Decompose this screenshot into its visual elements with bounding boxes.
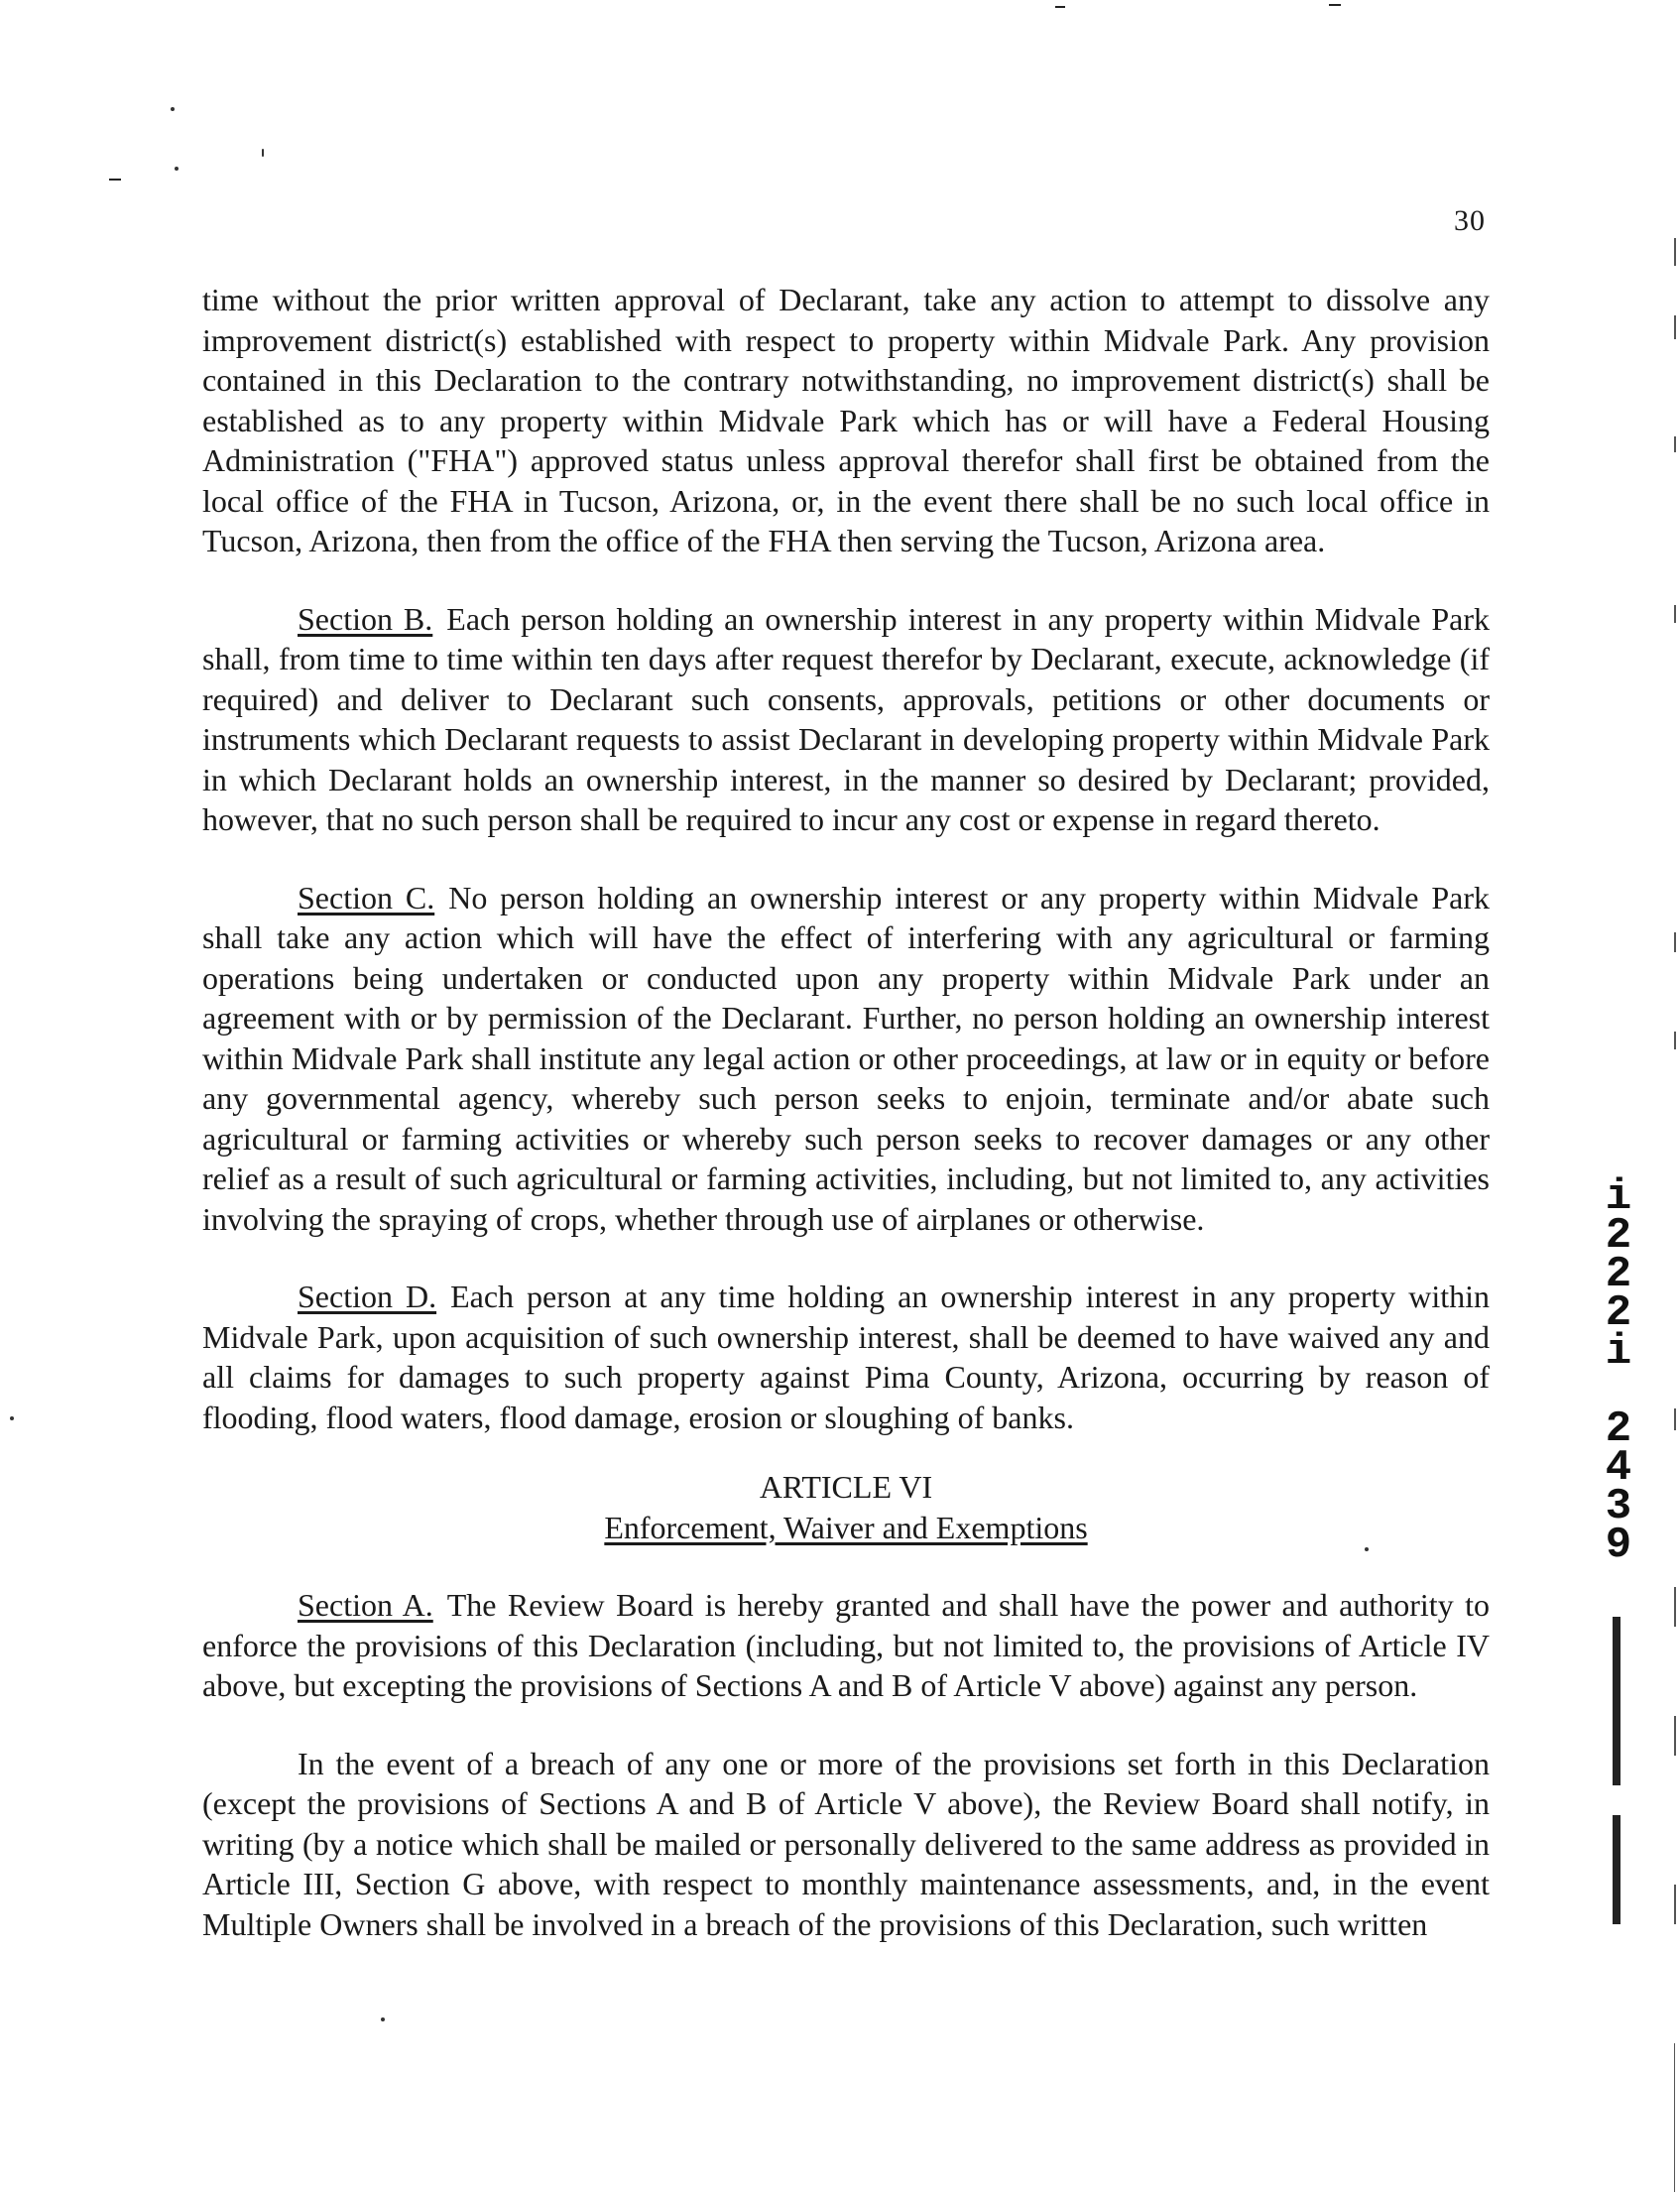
section-b-text: Each person holding an ownership interest in any property within Midvale Park shall, from time to time within ten days after request therefor by Declarant, execute, acknowledge (if required) and deliver to Declarant such consents, approvals, petitions or other documents or instruments which Declarant requests to assist Declarant in developing property within Midvale Park in which Declarant holds an ownership interest, in the manner so desired by Declarant; provided, however, that no such person shall be required to incur any cost or expense in regard thereto. — [202, 600, 1491, 837]
scan-speck — [381, 2017, 385, 2021]
article-section-a-label: Section A. — [298, 1587, 433, 1623]
article-title: ARTICLE VI — [759, 1469, 933, 1505]
article-section-a-text: The Review Board is hereby granted and shall have the power and authority to enforce the provisions of this Declaration (including, but not limited to, the provisions of Article IV above, but excepting the provisions of Sections A and B of Article V above) against any person. — [202, 1587, 1491, 1703]
scan-speck — [171, 107, 175, 111]
scan-speck — [262, 149, 264, 157]
page-number: 30 — [1454, 204, 1486, 237]
article-section-a-paragraph — [202, 1585, 1490, 1706]
scan-edge-mark — [1674, 932, 1676, 952]
section-c-text: No person holding an ownership interest or any property within Midvale Park shall take any action which will have the effect of interfering with any agricultural or farming operations being undertaken or conducted upon any property within Midvale Park under an agreement with or by permission of the Declarant. Further, no person holding an ownership interest within Midvale Park shall institute any legal action or other proceedings, at law or in equity or before any governmental agency, whereby such person seeks to enjoin, terminate and/or abate such agricultural or farming activities or whereby such person seeks to recover damages or any other relief as a result of such agricultural or farming activities, including, but not limited to, any activities involving the spraying of crops, whether through use of airplanes or otherwise. — [202, 879, 1491, 1237]
article-subtitle: Enforcement, Waiver and Exemptions — [604, 1509, 1088, 1545]
scan-edge-mark — [1674, 1885, 1676, 1924]
breach-paragraph: In the event of a breach of any one or more of the provisions set forth in this Declaration (except the provisions of Sections A and B of Article V above), the Review Board shall notify, in writing (by a notice which shall be mailed or personally delivered to the same address as provided in Article III, Section G above, with respect to monthly maintenance assessments, and, in the event Multiple Owners shall be involved in a breach of the provisions of this Declaration, such written — [202, 1745, 1490, 1942]
stamp-bar-mark — [1613, 1617, 1620, 1785]
scan-edge-mark — [1674, 1587, 1676, 1627]
scan-edge-mark — [1674, 1716, 1676, 1756]
scan-edge-mark — [1674, 2043, 1675, 2192]
section-c-label: Section C. — [298, 879, 435, 915]
scan-dash — [1055, 6, 1065, 8]
section-b-paragraph — [202, 599, 1490, 840]
section-c-paragraph — [202, 878, 1490, 1240]
paragraph-continuation: time without the prior written approval of Declarant, take any action to attempt to dissolve any improvement district(s) established with respect to property within Midvale Park. Any provision contained in this Declaration to the contrary notwithstanding, no improvement district(s) shall be established as to any property within Midvale Park which has or will have a Federal Housing Administration ("FHA") approved status unless approval therefor shall first be obtained from the local office of the FHA in Tucson, Arizona, or, in the event there shall be no such local office in Tucson, Arizona, then from the office of the FHA then serving the Tucson, Arizona area. — [202, 282, 1490, 558]
scan-edge-mark — [1674, 605, 1676, 623]
section-b-label: Section B. — [298, 600, 433, 637]
scan-edge-mark — [1674, 315, 1676, 339]
section-d-paragraph — [202, 1277, 1490, 1437]
scan-edge-mark — [1674, 1408, 1676, 1430]
scan-speck — [1365, 1547, 1369, 1551]
scan-speck — [10, 1416, 14, 1420]
recording-stamp: i 2 2 2 i 2 4 3 9 — [1605, 1172, 1632, 1570]
scan-dash — [109, 179, 121, 181]
scan-edge-mark — [1674, 1032, 1676, 1049]
article-heading — [202, 1467, 1490, 1547]
scan-dash — [1329, 4, 1341, 6]
section-d-text: Each person at any time holding an ownership interest in any property within Midvale Park, upon acquisition of such ownership interest, shall be deemed to have waived any and all claims for damages to such property against Pima County, Arizona, occurring by reason of flooding, flood waters, flood damage, erosion or sloughing of banks. — [202, 1279, 1491, 1435]
scan-edge-mark — [1674, 238, 1676, 266]
scan-speck — [175, 167, 179, 171]
scan-edge-mark — [1674, 436, 1676, 452]
document-body — [202, 280, 1490, 1982]
stamp-bar-mark — [1613, 1815, 1620, 1924]
section-d-label: Section D. — [298, 1279, 437, 1314]
